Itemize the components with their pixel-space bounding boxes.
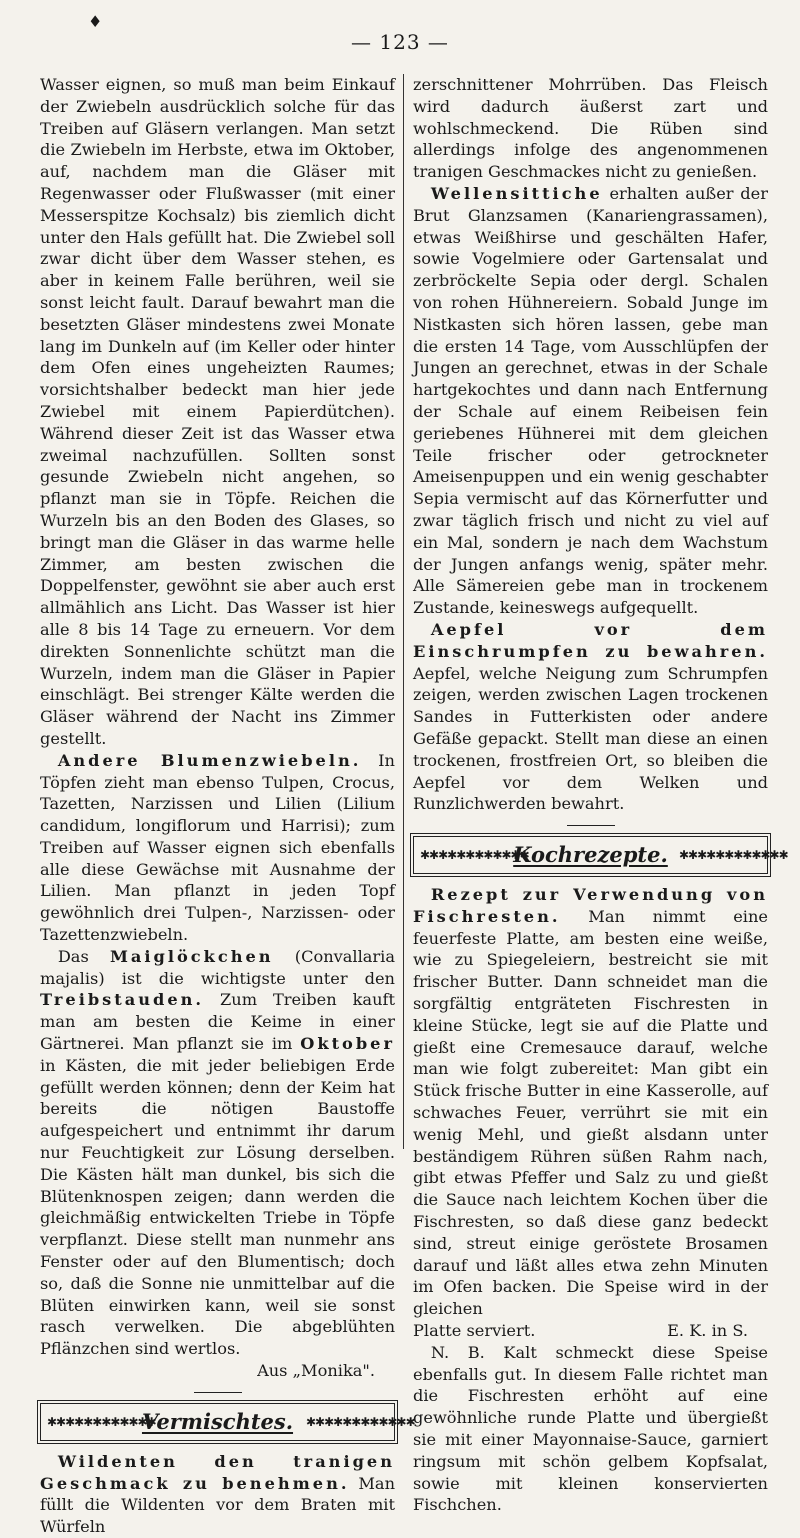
text-maigloeckchen-b: Zum Treiben kauft man am besten die Keime in einer Gärtnerei. Man pflanzt sie im xyxy=(40,990,395,1054)
paragraph-zwiebeln: Wasser eignen, so muß man beim Einkauf der Zwiebeln ausdrücklich solche für das Treiben auf Gläsern verlangen. Man setzt die Zwiebeln im Herbste, etwa im Oktober, auf, nachdem man die Gläser mit Regenwasser oder Flußwasser (mit einer Messerspitze Kochsalz) bis ziemlich dicht unter den Hals gefüllt hat. Die Zwiebel soll zwar dicht über dem Wasser stehen, es aber in keinem Falle berühren, weil sie sonst leicht fault. Darauf bewahrt man die besetzten Gläser mindestens zwei Monate lang im Dunkeln auf (im Keller oder hinter dem Ofen eines ungeheizten Raumes; vorsichtshalber bedeckt man hier jede Zwiebel mit einem Papierdütchen). Während dieser Zeit ist das Wasser etwa zweimal nachzufüllen. Sollten sonst gesunde Zwiebeln nicht angehen, so pflanzt man sie in Töpfe. Reichen die Wurzeln bis an den Boden des Glases, so bringt man die Gläser in das warme helle Zimmer, am besten zwischen die Doppelfenster, gewöhnt sie aber auch erst allmählich ans Licht. Das Wasser ist hier alle 8 bis 14 Tage zu erneuern. Vor dem direkten Sonnenlichte schützt man die Wurzeln, indem man die Gläser in Papier einschlägt. Bei strenger Kälte werden die Gläser während der Nacht ins Zimmer gestellt. xyxy=(40,75,395,748)
ornament-left: ✱✱✱✱✱✱✱✱✱✱✱✱ xyxy=(420,848,529,863)
section-title-vermischtes: Vermischtes. xyxy=(141,1408,294,1434)
paragraph-maigloeckchen xyxy=(40,946,395,1360)
text-lead: Das xyxy=(57,946,89,966)
section-title-kochrezepte: Kochrezepte. xyxy=(513,842,668,868)
heading-wellensittiche: Wellensittiche xyxy=(430,183,603,203)
ornament-right: ✱✱✱✱✱✱✱✱✱✱✱✱ xyxy=(679,848,788,863)
paragraph-wildenten xyxy=(40,1451,395,1538)
signature-eks: E. K. in S. xyxy=(667,1321,748,1341)
ornament-left: ✱✱✱✱✱✱✱✱✱✱✱✱ xyxy=(47,1414,156,1429)
left-column xyxy=(40,74,415,1538)
signature-line xyxy=(413,1320,768,1342)
heading-maigloeckchen: Maiglöckchen xyxy=(109,946,274,966)
text-blumenzwiebeln: In Töpfen zieht man ebenso Tulpen, Crocus, Tazetten, Narzissen und Lilien (Lilium candidum, longiflorum und Harrisi); zum Treiben auf Wasser eignen sich ebenfalls alle diese Gewächse mit Ausnahme der Lilien. Man pflanzt in jeden Topf gewöhnlich drei Tulpen-, Narzissen- oder Tazettenzwiebeln. xyxy=(40,750,395,945)
paragraph-aepfel xyxy=(413,619,768,815)
text-fischresten: Man nimmt eine feuerfeste Platte, am besten eine weiße, wie zu Spiegeleiern, bestreicht sie mit frischer Butter. Dann schneidet man die sorgfältig entgräteten Fischresten in kleine Stücke, legt sie auf die Platte und gießt eine Cremesauce darauf, welche man wie folgt zubereitet: Man gibt ein Stück frische Butter in eine Kasserolle, auf schwaches Feuer, verrührt sie mit ein wenig Mehl, und gießt alsdann unter beständigem Rühren süßen Rahm nach, gibt etwas Pfeffer und Salz zu und gießt die Sauce nach leichtem Kochen über die Fischresten, so daß diese ganz bedeckt sind, streut einige geröstete Brosamen darauf und läßt alles etwa zehn Minuten im Ofen backen. Die Speise wird in der gleichen xyxy=(413,906,768,1319)
corner-mark: ♦ xyxy=(88,12,103,31)
section-header-kochrezepte xyxy=(413,836,788,874)
heading-aepfel: Aepfel vor dem Einschrumpfen zu bewahren. xyxy=(413,619,768,661)
heading-blumenzwiebeln: Andere Blumenzwiebeln. xyxy=(57,750,362,770)
text-wellensittiche: erhalten außer der Brut Glanzsamen (Kanariengrassamen), etwas Weißhirse und geschälten Hafer, sowie Vogelmiere oder Gartensalat und zerbröckelte Sepia oder dergl. Schalen von rohen Hühnereiern. Sobald Junge im Nistkasten sich hören lassen, gebe man die ersten 14 Tage, vom Ausschlüpfen der Jungen an gerechnet, etwas in der Schale hartgekochtes und dann nach Entfernung der Schale auf einem Reibeisen fein geriebenes Hühnerei mit dem gleichen Teile frischer oder getrockneter Ameisenpuppen und ein wenig geschabter Sepia vermischt auf das Körnerfutter und zwar täglich frisch und nicht zu viel auf ein Mal, sondern je nach dem Wachstum der Jungen anfangs wenig, später mehr. Alle Sämereien gebe man in trockenem Zustande, keineswegs aufgequellt. xyxy=(413,183,768,618)
text-wildenten: Man füllt die Wildenten vor dem Braten mit Würfeln xyxy=(40,1473,395,1537)
page-number: — 123 — xyxy=(351,30,449,54)
paragraph-wellensittiche xyxy=(413,183,768,619)
ornament-right: ✱✱✱✱✱✱✱✱✱✱✱✱ xyxy=(306,1414,415,1429)
right-column xyxy=(413,74,788,1516)
source-monika: Aus „Monika". xyxy=(257,1361,375,1381)
section-header-vermischtes xyxy=(40,1403,415,1441)
text-aepfel: Aepfel, welche Neigung zum Schrumpfen zeigen, werden zwischen Lagen trockenen Sandes in Futterkisten oder andere Gefäße gepackt. Stellt man diese an einen trockenen, frostfreien Ort, so bleiben die Aepfel vor dem Welken und Runzlichwerden bewahrt. xyxy=(413,663,768,814)
paragraph-blumenzwiebeln xyxy=(40,750,395,946)
text-serviert: Platte serviert. xyxy=(413,1321,536,1341)
paragraph-moehren: zerschnittener Mohrrüben. Das Fleisch wird dadurch äußerst zart und wohlschmeckend. Die Rüben sind allerdings infolge des angenommenen tranigen Geschmackes nicht zu genießen. xyxy=(413,75,768,182)
paragraph-nb: N. B. Kalt schmeckt diese Speise ebenfalls gut. In diesem Falle richtet man die Fischresten erhöht auf eine gewöhnliche runde Platte und übergießt sie mit einer Mayonnaise-Sauce, garniert ringsum mit schön gelbem Kopfsalat, sowie mit kleinen konservierten Fischchen. xyxy=(413,1342,768,1515)
text-maigloeckchen-c: in Kästen, die mit jeder beliebigen Erde gefüllt werden können; denn der Keim hat bereits die nötigen Baustoffe aufgespeichert und entnimmt ihr darum nur Feuchtigkeit zur Lösung derselben. Die Kästen hält man dunkel, bis sich die Blütenknospen zeigen; dann werden die gleichmäßig entwickelten Triebe in Töpfe verpflanzt. Diese stellt man nunmehr ans Fenster oder auf den Blumentisch; doch so, daß die Sonne nie unmittelbar auf die Blüten einwirken kann, weil sie sonst rasch verwelken. Die abgeblühten Pflänzchen sind wertlos. xyxy=(40,1055,395,1359)
column-divider xyxy=(403,74,404,1149)
source-line xyxy=(40,1360,395,1382)
heading-fischresten: Rezept zur Verwendung von Fischresten. xyxy=(413,885,768,926)
separator-rule xyxy=(567,825,615,826)
paragraph-fischresten xyxy=(413,884,768,1320)
heading-treibstauden: Treibstauden. xyxy=(40,990,205,1010)
text-maigloeckchen-a: (Convallaria majalis) ist die wichtigste unter den xyxy=(40,946,395,988)
separator-rule xyxy=(194,1392,242,1393)
text-oktober: Oktober xyxy=(300,1034,395,1054)
heading-wildenten: Wildenten den tranigen Geschmack zu benehmen. xyxy=(40,1451,395,1493)
